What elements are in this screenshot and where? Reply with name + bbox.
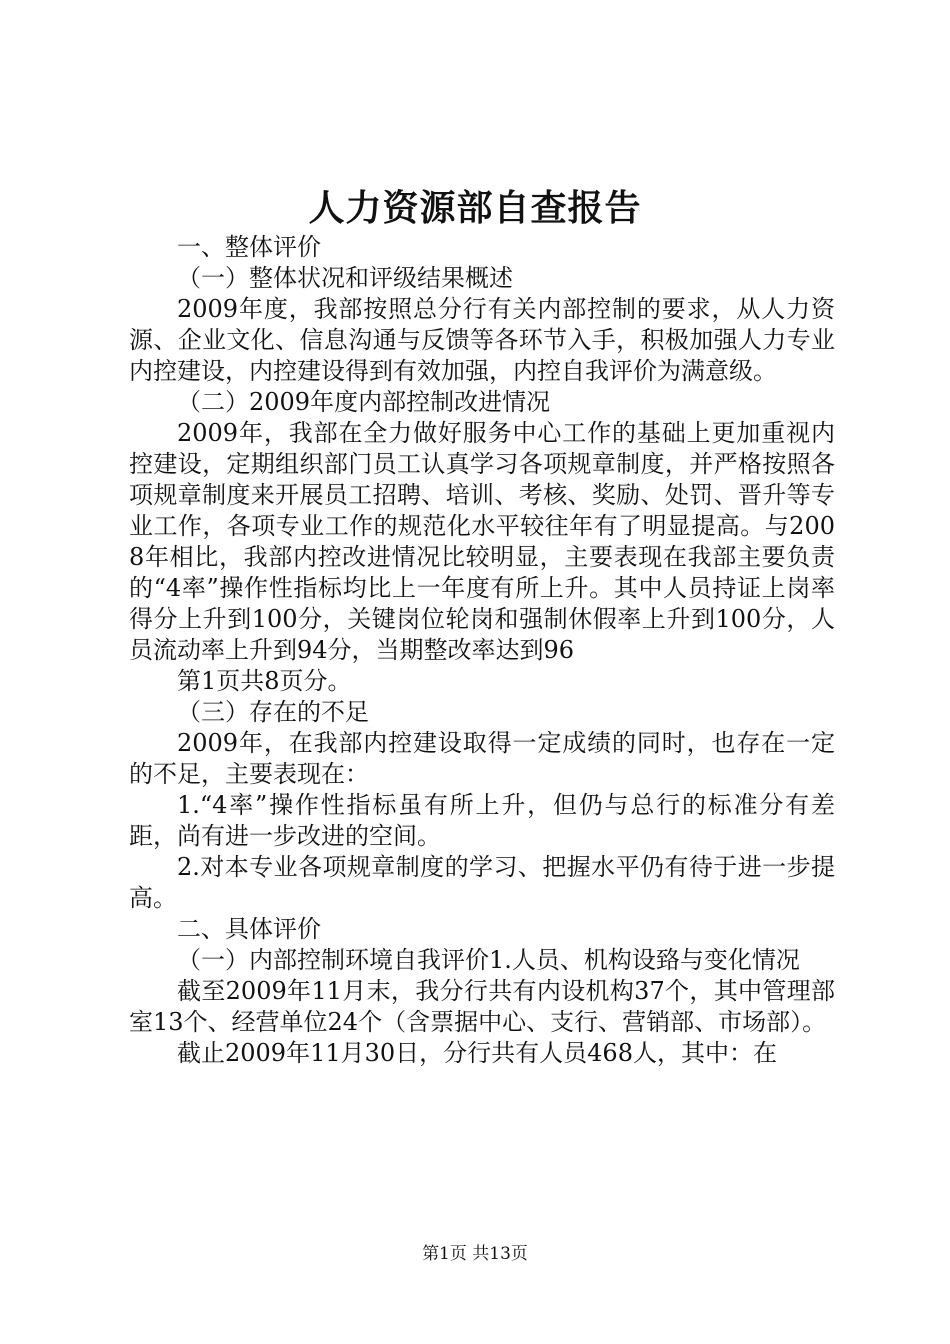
section-heading: 二、具体评价 xyxy=(177,915,321,943)
list-item: 1.“4率”操作性指标虽有所上升，但仍与总行的标准分有差距，尚有进一步改进的空间。 xyxy=(129,791,835,850)
body-paragraph: 2009年，在我部内控建设取得一定成绩的同时，也存在一定的不足，主要表现在： xyxy=(129,729,835,788)
body-paragraph: 截止2009年11月30日，分行共有人员468人，其中：在 xyxy=(177,1039,777,1067)
body-paragraph: 截至2009年11月末，我分行共有内设机构37个，其中管理部室13个、经营单位24个（含票据中心、支行、营销部、市场部）。 xyxy=(129,977,835,1036)
body-paragraph: 2009年度，我部按照总分行有关内部控制的要求，从人力资源、企业文化、信息沟通与反馈等各环节入手，积极加强人力专业内控建设，内控建设得到有效加强，内控自我评价为满意级。 xyxy=(129,295,835,385)
subsection-heading: （一）整体状况和评级结果概述 xyxy=(177,264,513,292)
list-item: 2.对本专业各项规章制度的学习、把握水平仍有待于进一步提高。 xyxy=(129,853,835,912)
subsection-heading: （二）2009年度内部控制改进情况 xyxy=(177,388,551,416)
page-footer: 第1页 共13页 xyxy=(422,1244,528,1264)
subsection-heading: （一）内部控制环境自我评价1.人员、机构设臵与变化情况 xyxy=(177,946,800,974)
document-title: 人力资源部自查报告 xyxy=(308,187,642,229)
body-paragraph: 2009年，我部在全力做好服务中心工作的基础上更加重视内控建设，定期组织部门员工认真学习各项规章制度，并严格按照各项规章制度来开展员工招聘、培训、考核、奖励、处罚、晋升等专业工作，各项专业工作的规范化水平较往年有了明显提高。与2008年相比，我部内控改进情况比较明显，主要表现在我部主要负责的“4率”操作性指标均比上一年度有所上升。其中人员持证上岗率得分上升到100分，关键岗位轮岗和强制休假率上升到100分，人员流动率上升到94分，当期整改率达到96 xyxy=(129,419,835,664)
body-paragraph: 第1页共8页分。 xyxy=(177,667,352,695)
document-body xyxy=(129,232,835,1069)
section-heading: 一、整体评价 xyxy=(177,233,321,261)
subsection-heading: （三）存在的不足 xyxy=(177,698,369,726)
